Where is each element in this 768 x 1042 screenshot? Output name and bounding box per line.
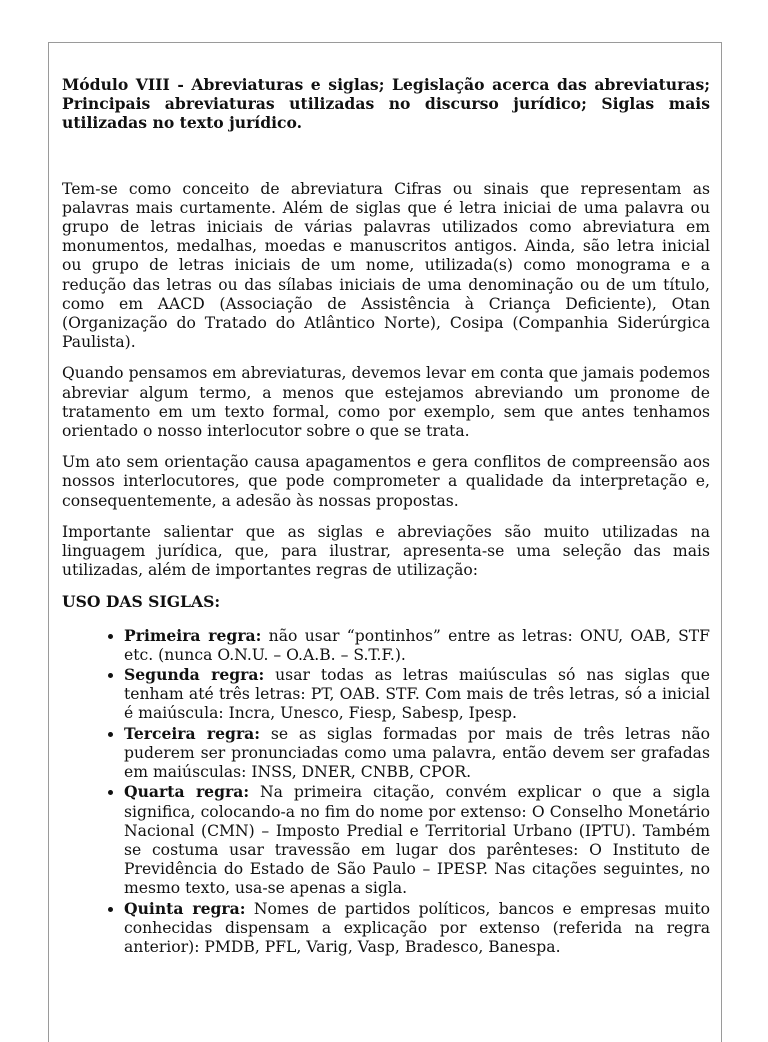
document-content [62,75,710,957]
list-item [124,899,710,958]
rule-text: não usar “pontinhos” entre as letras: ONU, OAB, STF etc. (nunca O.N.U. – O.A.B. – S.T.F.). [124,626,710,664]
rule-label: Segunda regra: [124,665,265,685]
paragraph-legal-language: Importante salientar que as siglas e abreviações são muito utilizadas na linguagem jurídica, que, para ilustrar, apresenta-se uma seleção das mais utilizadas, além de importantes regras de utilização: [62,522,710,580]
rule-text: Nomes de partidos políticos, bancos e empresas muito conhecidas dispensam a explicação por extenso (referida na regra anterior): PMDB, PFL, Varig, Vasp, Bradesco, Banespa. [124,899,710,956]
rule-label: Quinta regra: [124,898,246,918]
rule-text: usar todas as letras maiúsculas só nas siglas que tenham até três letras: PT, OAB. STF. Com mais de três letras, só a inicial é maiúscula: Incra, Unesco, Fiesp, Sabesp, Ipesp. [124,666,710,723]
section-heading: USO DAS SIGLAS: [62,592,221,612]
paragraph-definition: Tem-se como conceito de abreviatura Cifras ou sinais que representam as palavras mais curtamente. Além de siglas que é letra iniciai de uma palavra ou grupo de letras iniciais de várias palavras utilizados como abreviatura em monumentos, medalhas, moedas e manuscritos antigos. Ainda, são letra inicial ou grupo de letras iniciais de um nome, utilizada(s) como monograma e a redução das letras ou das sílabas iniciais de uma denominação ou de um título, como em AACD (Associação de Assistência à Criança Deficiente), Otan (Organização do Tratado do Atlântico Norte), Cosipa (Companhia Siderúrgica Paulista). [62,179,710,352]
document-page [48,42,722,1042]
list-item [124,782,710,898]
rule-label: Quarta regra: [124,782,250,802]
rules-list [62,626,710,957]
rule-label: Primeira regra: [124,625,262,645]
paragraph-orientation: Um ato sem orientação causa apagamentos e gera conflitos de compreensão aos nossos interlocutores, que pode comprometer a qualidade da interpretação e, consequentemente, a adesão às nossas propostas. [62,453,710,510]
rule-text: Na primeira citação, convém explicar o que a sigla significa, colocando-a no fim do nome por extenso: O Conselho Monetário Nacional (CMN) – Imposto Predial e Territorial Urbano (IPTU). Também se costuma usar travessão em lugar dos parênteses: O Instituto de Previdência do Estado de São Paulo – IPESP. Nas citações seguintes, no mesmo texto, usa-se apenas a sigla. [124,783,711,898]
rule-text: se as siglas formadas por mais de três letras não puderem ser pronunciadas como uma palavra, então devem ser grafadas em maiúsculas: INSS, DNER, CNBB, CPOR. [124,724,711,782]
paragraph-abbreviation-usage: Quando pensamos em abreviaturas, devemos levar em conta que jamais podemos abreviar algum termo, a menos que estejamos abreviando um pronome de tratamento em um texto formal, como por exemplo, sem que antes tenhamos orientado o nosso interlocutor sobre o que se trata. [62,364,710,441]
list-item [124,665,710,724]
module-title: Módulo VIII - Abreviaturas e siglas; Legislação acerca das abreviaturas; Principais abreviaturas utilizadas no discurso jurídico; Siglas mais utilizadas no texto jurídico. [62,75,710,133]
list-item [124,626,710,665]
list-item [124,724,710,783]
rule-label: Terceira regra: [124,723,261,743]
